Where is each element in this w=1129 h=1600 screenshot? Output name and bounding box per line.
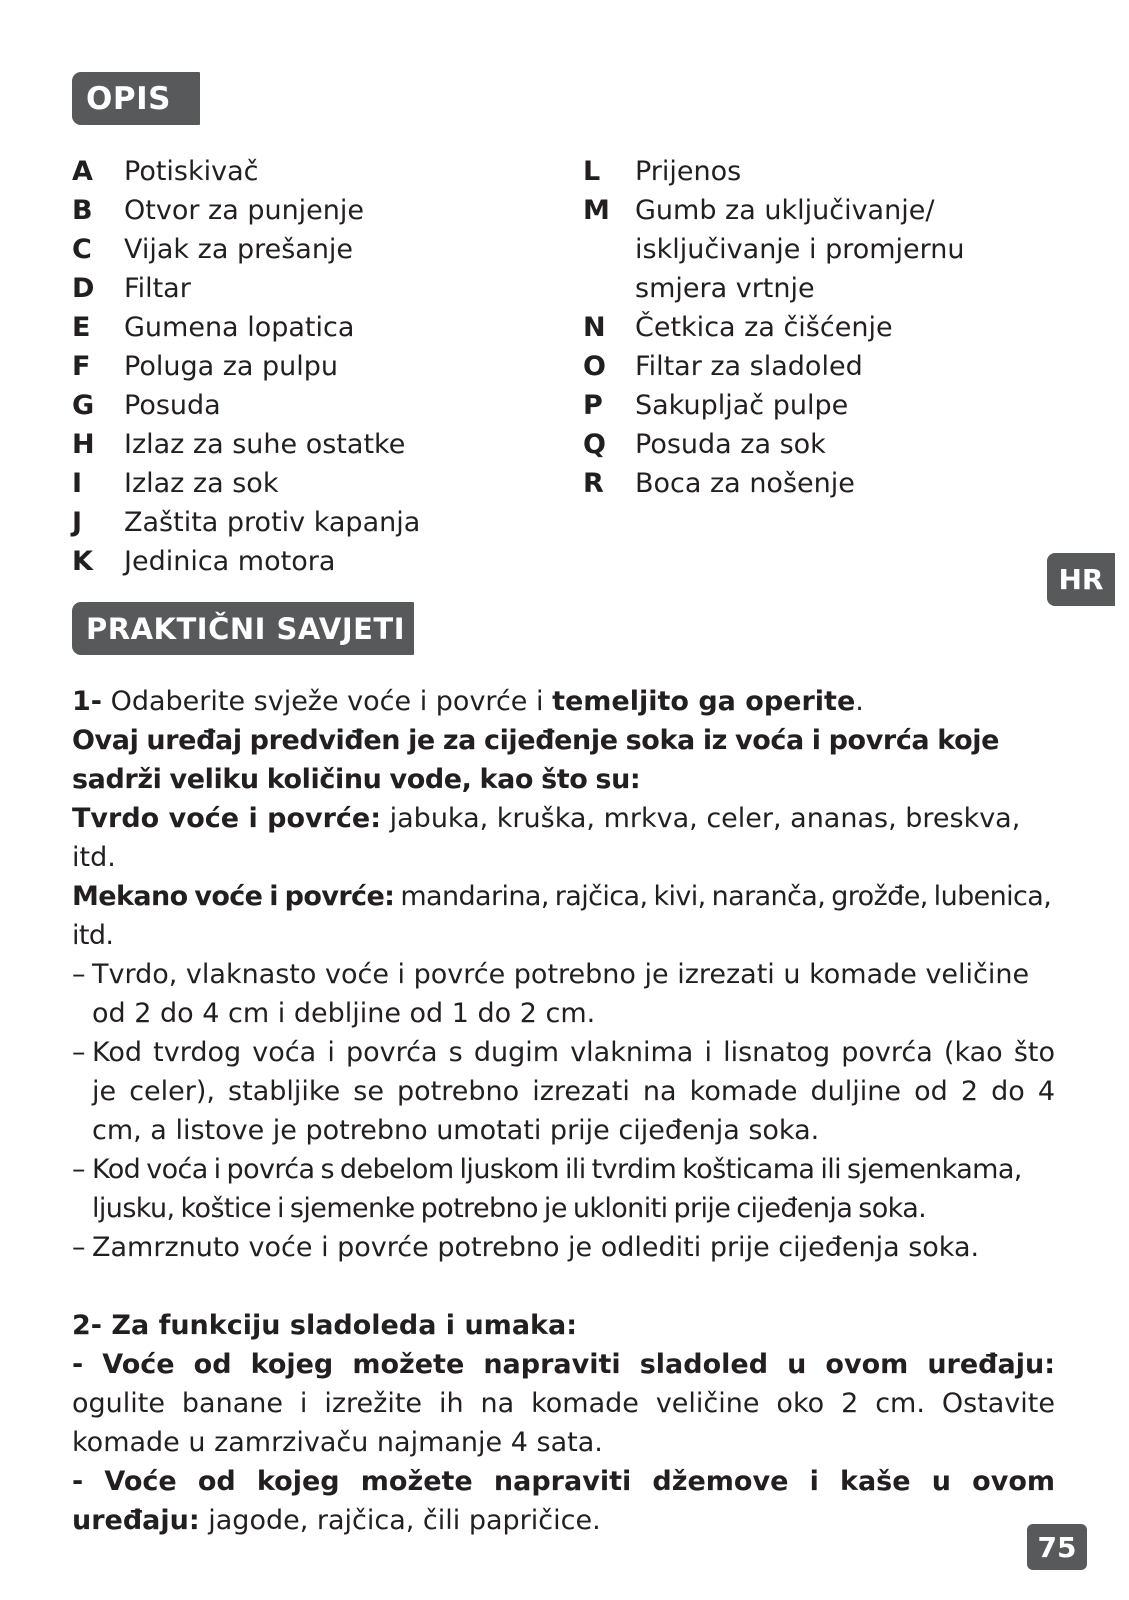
part-letter: G: [72, 390, 95, 421]
list-item: [72, 191, 532, 230]
bullet-dash: –: [72, 1037, 86, 1068]
list-item: [583, 191, 1053, 308]
tip-1-intro: [72, 721, 1055, 799]
part-label: Prijenos: [635, 156, 742, 187]
hard-produce-text: jabuka, kruška, mrkva, celer, ananas, breskva, itd.: [72, 803, 1021, 873]
soft-produce-line: [72, 877, 1055, 955]
part-label: Jedinica motora: [124, 546, 336, 577]
list-item: [72, 955, 1055, 1033]
tip-1-emphasis: temeljito ga operite: [552, 686, 856, 717]
tip-1-number: 1-: [72, 686, 102, 717]
tip-2-item-1-text: ogulite banane i izrežite ih na komade veličine oko 2 cm. Ostavite komade u zamrzivaču najmanje 4 sata.: [72, 1388, 1055, 1458]
tips-content: [72, 682, 1055, 1540]
part-label: Poluga za pulpu: [124, 351, 339, 382]
list-item: [583, 308, 1053, 347]
list-item: [72, 1228, 1055, 1267]
part-label: Otvor za punjenje: [124, 195, 365, 226]
list-item: [72, 386, 532, 425]
list-item: [72, 1150, 1055, 1228]
part-letter: P: [583, 390, 603, 421]
part-label: Filtar: [124, 273, 191, 304]
bullet-dash: –: [72, 1232, 86, 1263]
part-letter: M: [583, 195, 610, 226]
list-item: [72, 152, 532, 191]
list-item: [583, 347, 1053, 386]
list-item: [72, 1033, 1055, 1150]
part-label: Posuda za sok: [635, 429, 826, 460]
list-item: [72, 464, 532, 503]
language-tab: HR: [1047, 553, 1115, 606]
part-label: Sakupljač pulpe: [635, 390, 849, 421]
opis-section-title: OPIS: [72, 72, 200, 125]
part-letter: I: [72, 468, 83, 499]
soft-produce-text: mandarina, rajčica, kivi, naranča, grožđe, lubenica, itd.: [72, 881, 1052, 951]
part-label: Izlaz za suhe ostatke: [124, 429, 406, 460]
list-item: [72, 542, 532, 581]
bullet-text: Kod voća i povrća s debelom ljuskom ili tvrdim košticama ili sjemenkama, ljusku, koštice i sjemenke potrebno je ukloniti prije cijeđenja soka.: [92, 1154, 1022, 1224]
tip-2-item-2-text: jagode, rajčica, čili papričice.: [199, 1505, 601, 1536]
tip-2-item-2-label: - Voće od kojeg možete napraviti džemove i kaše u ovom uređaju:: [72, 1466, 1055, 1536]
part-letter: R: [583, 468, 604, 499]
soft-produce-label: Mekano voće i povrće:: [72, 881, 395, 912]
tip-2-item-2: [72, 1462, 1055, 1540]
part-letter: C: [72, 234, 92, 265]
parts-list-left: [72, 152, 532, 581]
list-item: [583, 386, 1053, 425]
tip-1-end: .: [855, 686, 864, 717]
part-letter: N: [583, 312, 606, 343]
tip-2-title: [72, 1306, 1055, 1345]
list-item: [72, 308, 532, 347]
bullet-dash: –: [72, 959, 86, 990]
part-letter: H: [72, 429, 95, 460]
bullet-text: Tvrdo, vlaknasto voće i povrće potrebno je izrezati u komade veličine od 2 do 4 cm i debljine od 1 do 2 cm.: [92, 959, 1030, 1029]
list-item: [72, 503, 532, 542]
list-item: [72, 230, 532, 269]
parts-list-right: [583, 152, 1053, 503]
list-item: [72, 269, 532, 308]
part-letter: F: [72, 351, 91, 382]
tip-2-item-1-label: - Voće od kojeg možete napraviti sladoled u ovom uređaju:: [72, 1349, 1055, 1380]
tip-1-text: Odaberite svježe voće i povrće i: [102, 686, 553, 717]
list-item: [583, 425, 1053, 464]
tip-2-item-1: [72, 1345, 1055, 1462]
part-label: Četkica za čišćenje: [635, 312, 893, 343]
bullet-text: Kod tvrdog voća i povrća s dugim vlaknima i lisnatog povrća (kao što je celer), stabljike se potrebno izrezati na komade duljine od 2 do 4 cm, a listove je potrebno umotati prije cijeđenja soka.: [92, 1037, 1055, 1146]
part-letter: E: [72, 312, 91, 343]
part-letter: B: [72, 195, 93, 226]
hard-produce-label: Tvrdo voće i povrće:: [72, 803, 382, 834]
tip-2-title-text: 2- Za funkciju sladoleda i umaka:: [72, 1310, 578, 1341]
part-letter: K: [72, 546, 93, 577]
section-spacer: [72, 1267, 1055, 1306]
part-label: Gumb za uključivanje/ isključivanje i promjernu smjera vrtnje: [635, 195, 965, 304]
part-label: Filtar za sladoled: [635, 351, 863, 382]
list-item: [72, 347, 532, 386]
part-label: Vijak za prešanje: [124, 234, 354, 265]
part-letter: O: [583, 351, 606, 382]
hard-produce-line: [72, 799, 1055, 877]
part-label: Posuda: [124, 390, 221, 421]
list-item: [72, 425, 532, 464]
list-item: [583, 152, 1053, 191]
part-label: Boca za nošenje: [635, 468, 855, 499]
list-item: [583, 464, 1053, 503]
part-letter: J: [72, 507, 83, 538]
part-label: Potiskivač: [124, 156, 259, 187]
page-number: 75: [1027, 1524, 1087, 1570]
part-letter: L: [583, 156, 601, 187]
part-letter: D: [72, 273, 95, 304]
prakticni-section-title: PRAKTIČNI SAVJETI: [72, 602, 414, 655]
part-letter: Q: [583, 429, 606, 460]
part-label: Izlaz za sok: [124, 468, 279, 499]
tip-1-intro-text: Ovaj uređaj predviđen je za cijeđenje soka iz voća i povrća koje sadrži veliku količinu vode, kao što su:: [72, 725, 999, 795]
part-label: Zaštita protiv kapanja: [124, 507, 421, 538]
bullet-text: Zamrznuto voće i povrće potrebno je odlediti prije cijeđenja soka.: [92, 1232, 980, 1263]
part-letter: A: [72, 156, 93, 187]
tip-1-paragraph: [72, 682, 1055, 721]
part-label: Gumena lopatica: [124, 312, 355, 343]
bullet-dash: –: [72, 1154, 85, 1185]
